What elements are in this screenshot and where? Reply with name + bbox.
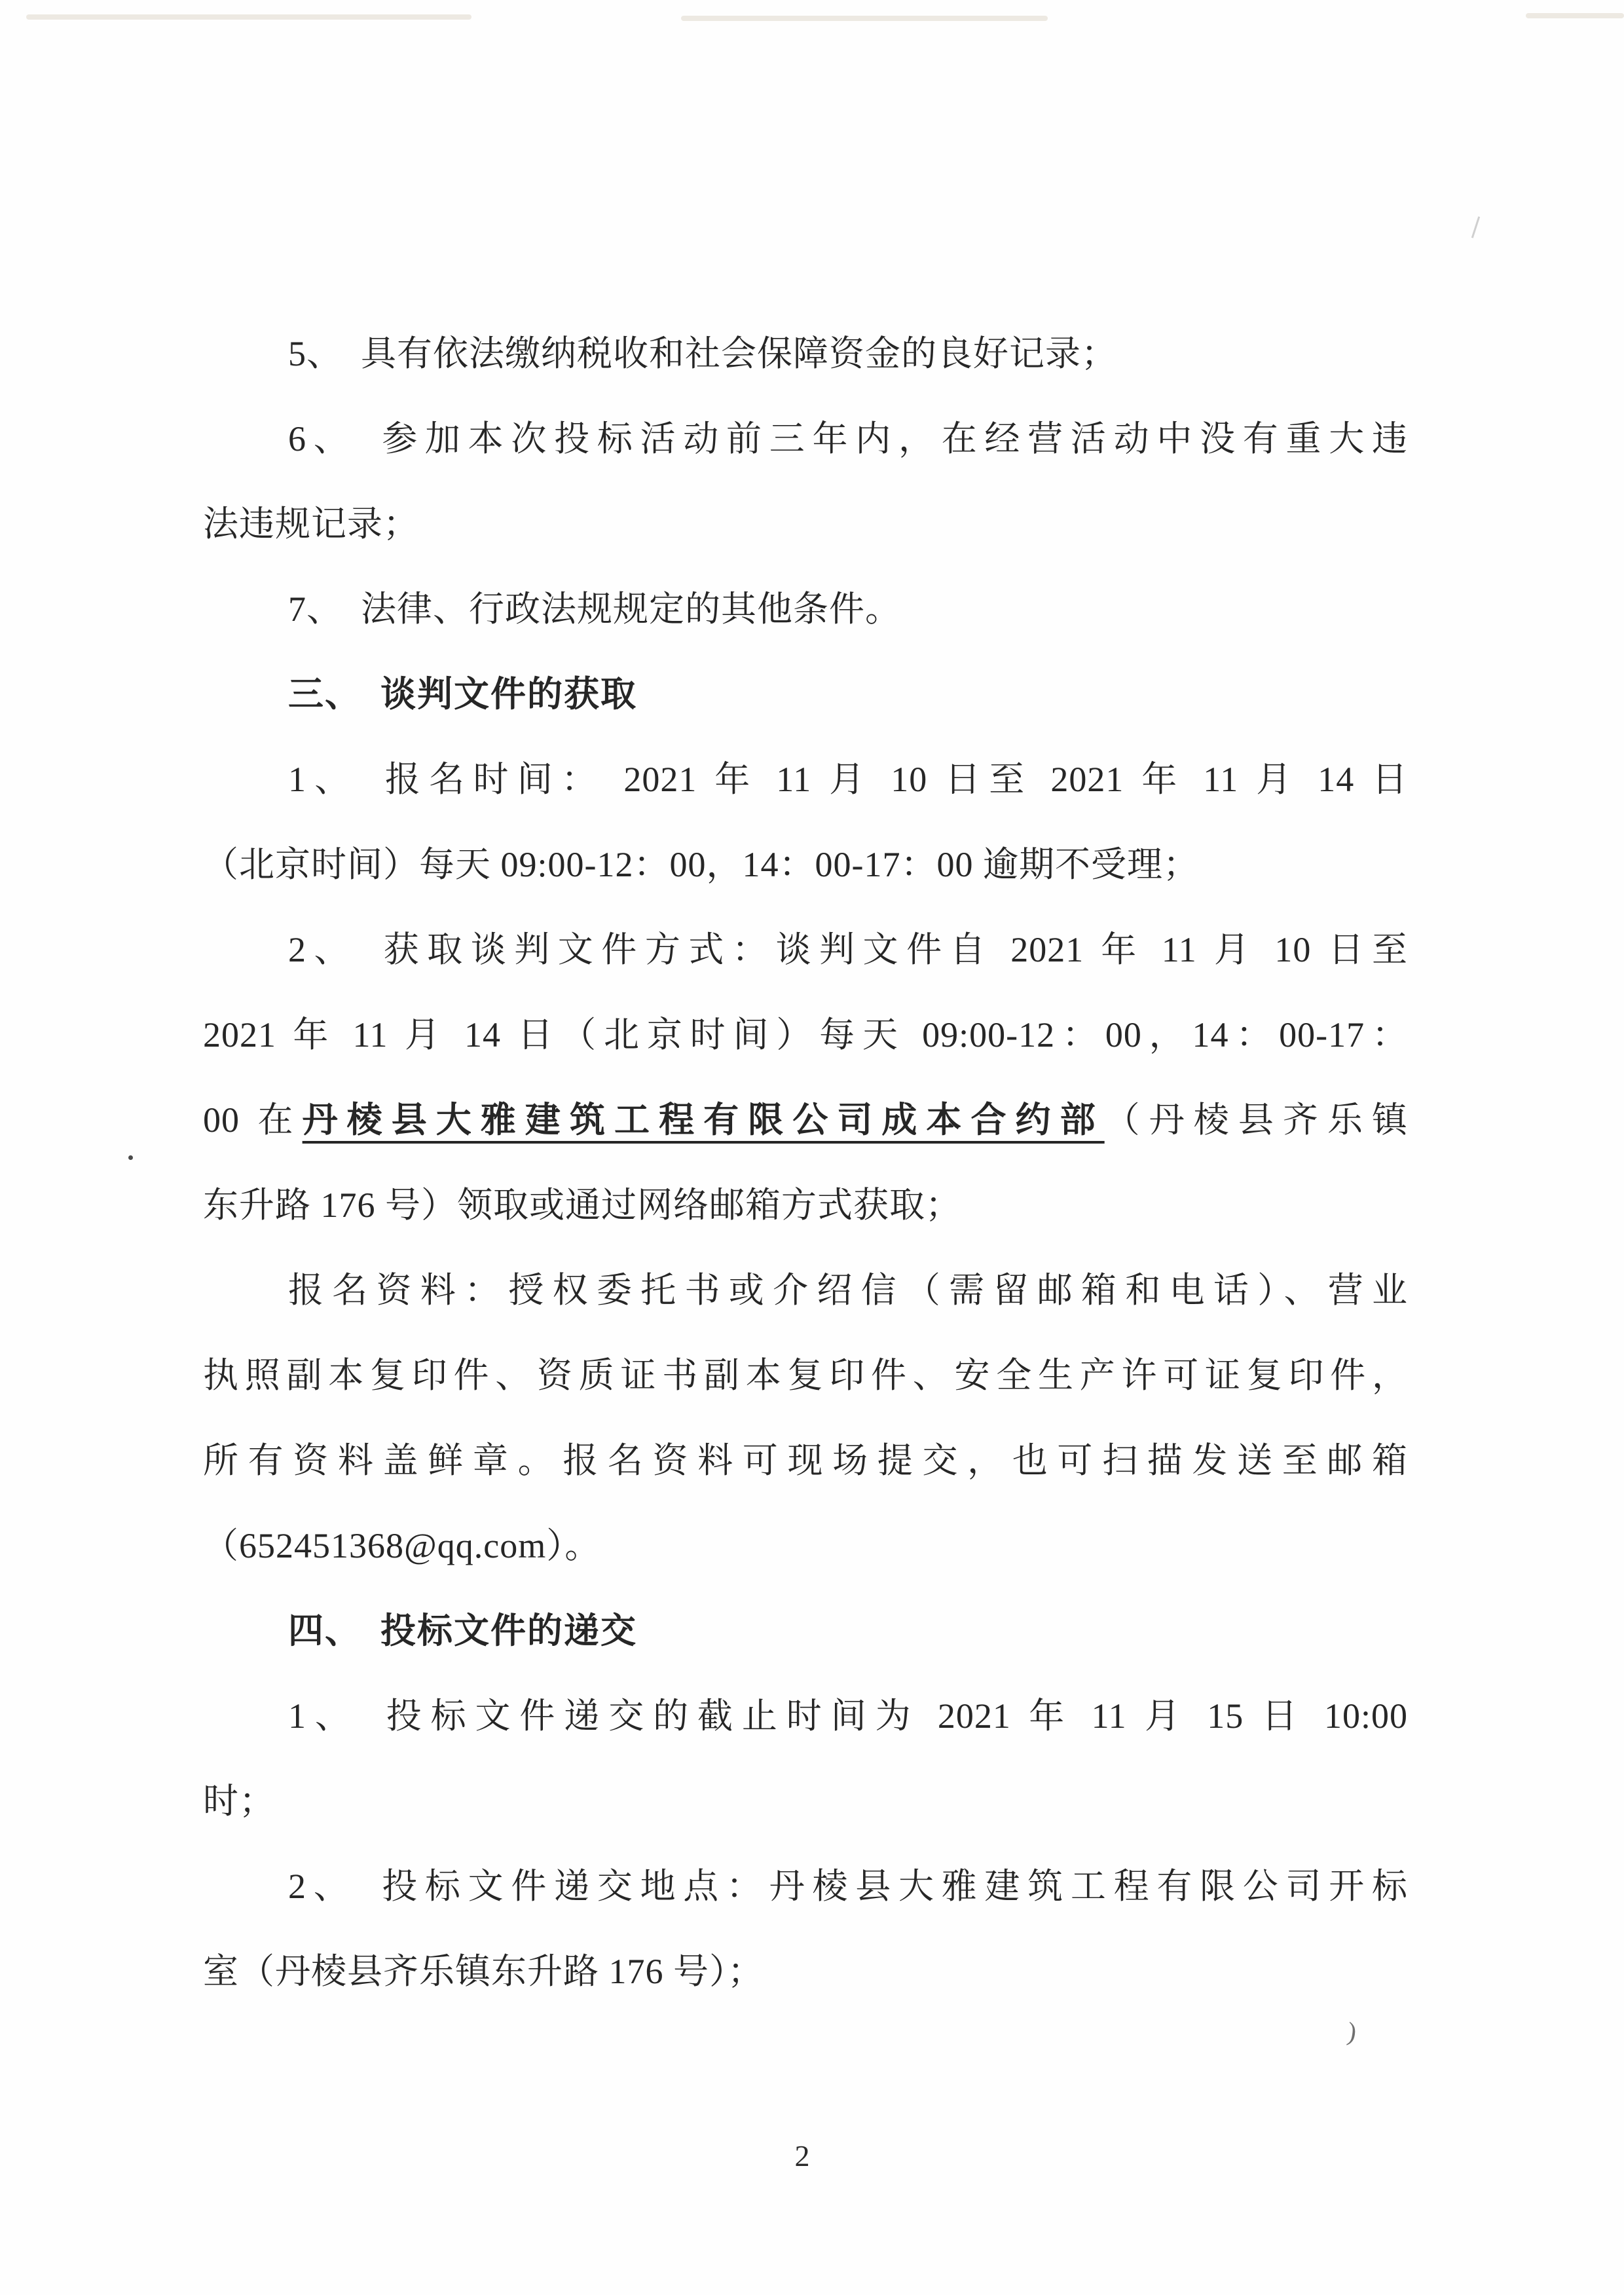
text-segment: 1、 投标文件递交的截止时间为 2021 年 11 月 15 日 10:00 xyxy=(288,1696,1408,1736)
scan-noise-strip xyxy=(26,14,471,20)
text-segment: 2、 投标文件递交地点：丹棱县大雅建筑工程有限公司开标 xyxy=(288,1867,1408,1906)
text-segment: 室（丹棱县齐乐镇东升路 176 号）； xyxy=(203,1952,764,1991)
scan-noise-dot xyxy=(128,1155,133,1160)
text-line xyxy=(203,822,1408,907)
text-line xyxy=(203,567,1408,652)
text-segment: 2021 年 11 月 14 日（北京时间）每天 09:00-12：00，14：00-17： xyxy=(203,1015,1408,1054)
text-segment: （北京时间）每天 09:00-12：00，14：00-17：00 逾期不受理； xyxy=(203,845,1199,884)
text-segment: 时； xyxy=(203,1782,275,1821)
text-segment: 报名资料：授权委托书或介绍信（需留邮箱和电话）、营业 xyxy=(288,1271,1408,1310)
text-line xyxy=(203,1418,1408,1503)
text-line xyxy=(203,1503,1408,1588)
text-line xyxy=(203,1759,1408,1844)
text-segment: 东升路 176 号）领取或通过网络邮箱方式获取； xyxy=(203,1185,961,1225)
scan-noise-paren: ) xyxy=(1345,2016,1359,2047)
text-segment: （652451368@qq.com）。 xyxy=(203,1526,601,1565)
text-segment: 6、 参加本次投标活动前三年内，在经营活动中没有重大违 xyxy=(288,419,1408,458)
text-segment: 5、 具有依法缴纳税收和社会保障资金的良好记录； xyxy=(288,334,1117,373)
text-segment: 2、 获取谈判文件方式：谈判文件自 2021 年 11 月 10 日至 xyxy=(288,930,1408,969)
text-line xyxy=(203,311,1408,396)
text-line xyxy=(203,396,1408,481)
section-heading-line xyxy=(203,652,1408,737)
text-segment: 法违规记录； xyxy=(203,504,419,544)
text-segment: 1、 报名时间： 2021 年 11 月 10 日至 2021 年 11 月 14 日 xyxy=(288,760,1408,799)
text-segment: 四、 投标文件的递交 xyxy=(288,1611,637,1651)
text-segment: 7、 法律、行政法规规定的其他条件。 xyxy=(288,589,901,629)
text-line xyxy=(203,1844,1408,1929)
text-segment: 三、 谈判文件的获取 xyxy=(288,675,637,714)
text-line xyxy=(203,992,1408,1077)
text-line xyxy=(203,1333,1408,1418)
section-heading-line xyxy=(203,1588,1408,1673)
text-line xyxy=(203,1248,1408,1333)
text-line xyxy=(203,1163,1408,1248)
text-segment: 执照副本复印件、资质证书副本复印件、安全生产许可证复印件， xyxy=(203,1356,1408,1395)
text-line xyxy=(203,1077,1408,1163)
scan-noise-strip xyxy=(1526,13,1624,18)
text-line xyxy=(203,907,1408,992)
text-line xyxy=(203,737,1408,822)
text-segment: 00 在 xyxy=(203,1100,303,1140)
text-line xyxy=(203,1929,1408,2014)
scan-noise-mark xyxy=(1471,216,1480,238)
text-line xyxy=(203,1673,1408,1759)
text-line xyxy=(203,481,1408,567)
scan-noise-strip xyxy=(681,16,1048,21)
page-number: 2 xyxy=(794,2139,810,2173)
text-segment: （丹棱县齐乐镇 xyxy=(1104,1100,1409,1140)
underlined-company-name: 丹棱县大雅建筑工程有限公司成本合约部 xyxy=(302,1100,1105,1140)
text-block xyxy=(203,311,1408,2014)
text-segment: 所有资料盖鲜章。报名资料可现场提交，也可扫描发送至邮箱 xyxy=(203,1441,1408,1480)
